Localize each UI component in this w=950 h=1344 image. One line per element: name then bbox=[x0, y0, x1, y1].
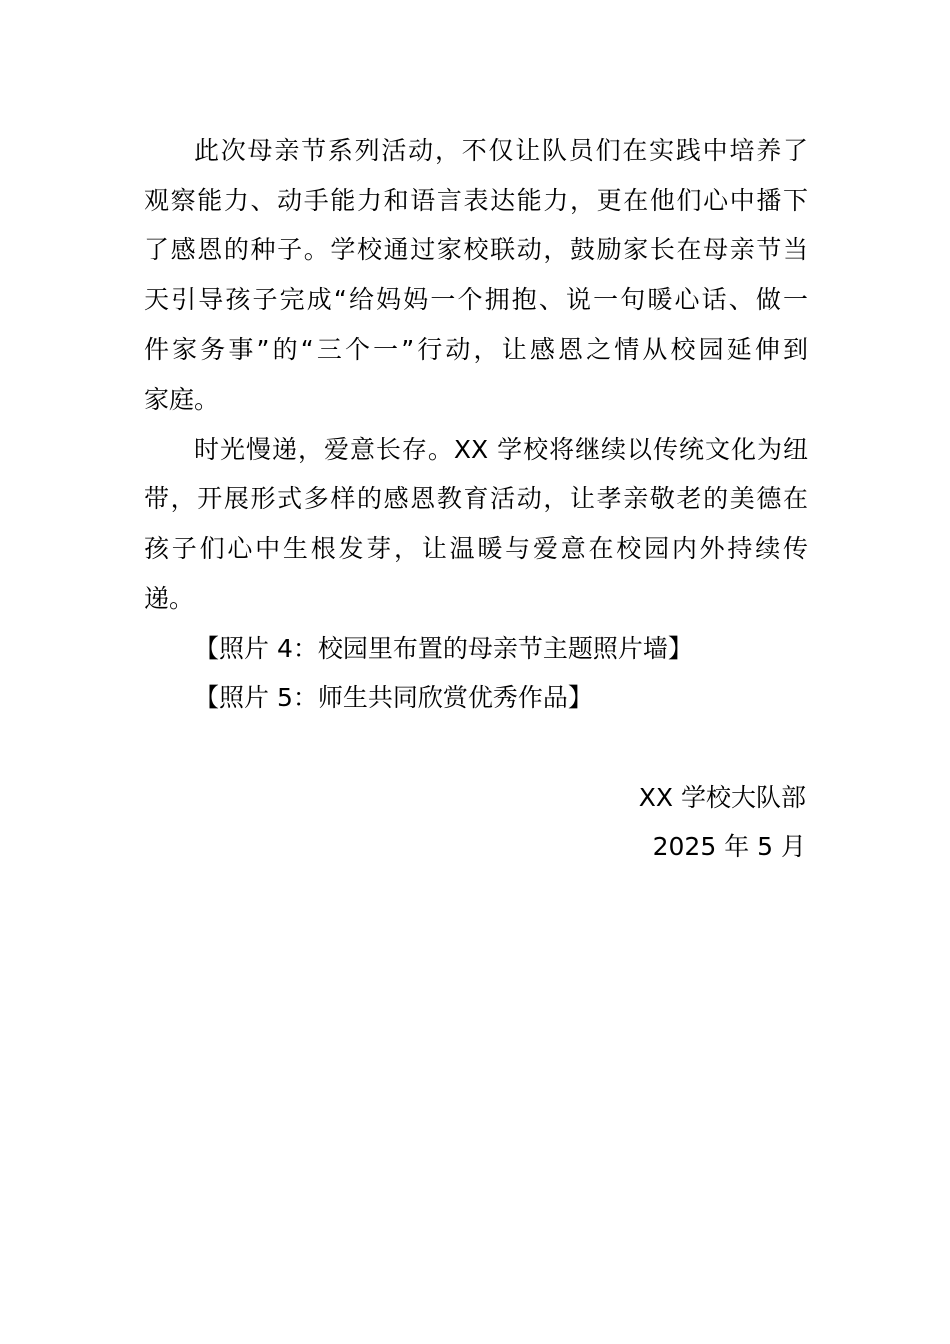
paragraph-line: 件家务事”的“三个一”行动，让感恩之情从校园延伸到 bbox=[144, 335, 808, 364]
paragraph-line: 时光慢递，爱意长存。XX 学校将继续以传统文化为纽 bbox=[194, 435, 808, 464]
paragraph-line: 家庭。 bbox=[144, 385, 220, 414]
photo-caption-4: 【照片 4：校园里布置的母亲节主题照片墙】 bbox=[194, 634, 693, 663]
paragraph-line: 递。 bbox=[144, 584, 195, 613]
signature-date: 2025 年 5 月 bbox=[652, 832, 806, 861]
paragraph-line: 观察能力、动手能力和语言表达能力，更在他们心中播下 bbox=[144, 186, 808, 215]
paragraph-line: 此次母亲节系列活动，不仅让队员们在实践中培养了 bbox=[194, 136, 808, 165]
paragraph-line: 了感恩的种子。学校通过家校联动，鼓励家长在母亲节当 bbox=[144, 235, 808, 264]
photo-caption-5: 【照片 5：师生共同欣赏优秀作品】 bbox=[194, 683, 593, 712]
paragraph-line: 带，开展形式多样的感恩教育活动，让孝亲敬老的美德在 bbox=[144, 484, 808, 513]
paragraph-line: 天引导孩子完成“给妈妈一个拥抱、说一句暖心话、做一 bbox=[144, 285, 808, 314]
signature-organization: XX 学校大队部 bbox=[638, 783, 806, 812]
paragraph-line: 孩子们心中生根发芽，让温暖与爱意在校园内外持续传 bbox=[144, 534, 808, 563]
